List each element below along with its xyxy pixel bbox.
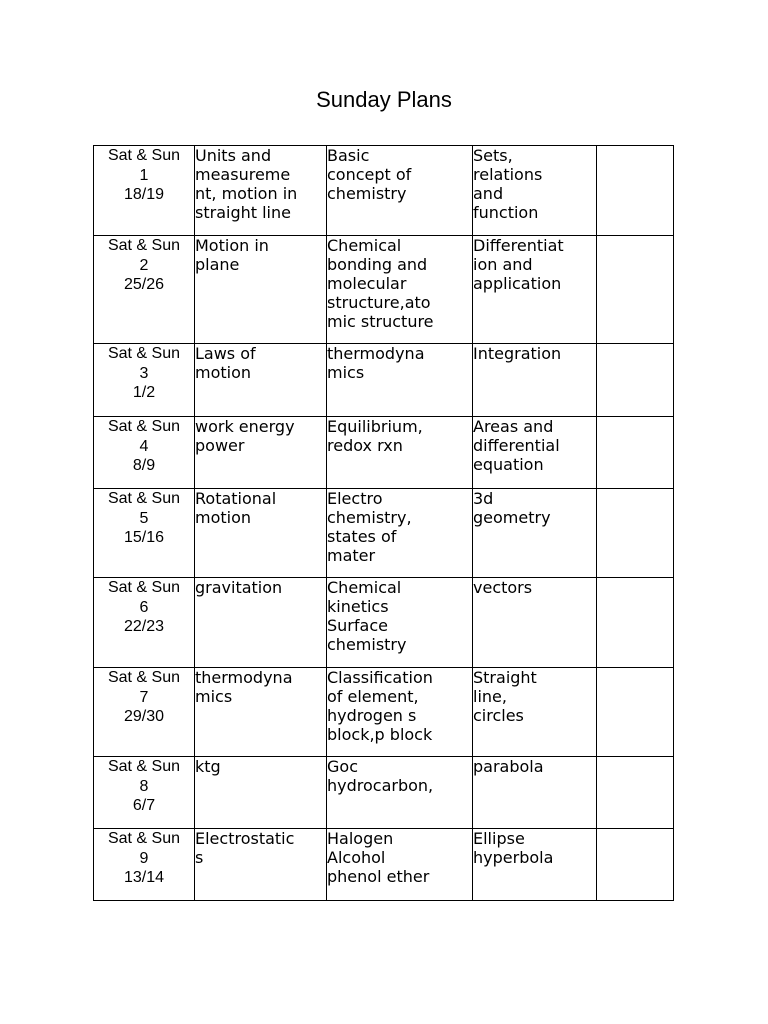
table-row xyxy=(94,668,674,757)
cell-line: vectors xyxy=(473,578,533,597)
cell-line: motion xyxy=(195,363,252,382)
cell-line: Surface xyxy=(327,616,388,635)
cell-line: structure,ato xyxy=(327,293,431,312)
week-dates: 6/7 xyxy=(132,797,156,814)
cell-line: ion and xyxy=(473,255,533,274)
physics-cell xyxy=(195,236,327,344)
empty-cell xyxy=(597,344,674,417)
empty-cell xyxy=(597,417,674,489)
cell-line: function xyxy=(473,203,539,222)
physics-cell xyxy=(195,578,327,668)
empty-cell xyxy=(597,829,674,901)
cell-line: redox rxn xyxy=(327,436,403,455)
cell-line: Electrostatic xyxy=(195,829,295,848)
cell-line: straight line xyxy=(195,203,291,222)
cell-line: Alcohol xyxy=(327,848,386,867)
week-dates: 1/2 xyxy=(132,384,156,401)
cell-line: differential xyxy=(473,436,560,455)
chemistry-cell xyxy=(327,417,473,489)
cell-line: Rotational xyxy=(195,489,277,508)
week-days: Sat & Sun xyxy=(107,579,181,596)
week-days: Sat & Sun xyxy=(107,345,181,362)
table-body xyxy=(94,146,674,901)
chemistry-cell xyxy=(327,489,473,578)
cell-line: phenol ether xyxy=(327,867,430,886)
chemistry-cell xyxy=(327,236,473,344)
table-row xyxy=(94,236,674,344)
cell-line: ktg xyxy=(195,757,221,776)
physics-cell xyxy=(195,489,327,578)
cell-line: power xyxy=(195,436,245,455)
week-cell xyxy=(94,344,195,417)
cell-line: hyperbola xyxy=(473,848,554,867)
cell-line: chemistry xyxy=(327,184,407,203)
week-week: 9 xyxy=(139,849,149,867)
cell-line: Motion in xyxy=(195,236,269,255)
cell-line: Sets, xyxy=(473,146,513,165)
cell-line: Goc xyxy=(327,757,358,776)
week-cell xyxy=(94,829,195,901)
cell-line: molecular xyxy=(327,274,407,293)
chemistry-cell xyxy=(327,344,473,417)
cell-line: Laws of xyxy=(195,344,256,363)
cell-line: thermodyna xyxy=(327,344,425,363)
week-cell xyxy=(94,417,195,489)
week-cell xyxy=(94,668,195,757)
cell-line: geometry xyxy=(473,508,551,527)
week-dates: 15/16 xyxy=(123,529,165,546)
chemistry-cell xyxy=(327,757,473,829)
cell-line: Equilibrium, xyxy=(327,417,423,436)
week-days: Sat & Sun xyxy=(107,490,181,507)
cell-line: Integration xyxy=(473,344,562,363)
empty-cell xyxy=(597,489,674,578)
maths-cell xyxy=(473,236,597,344)
maths-cell xyxy=(473,146,597,236)
maths-cell xyxy=(473,417,597,489)
cell-line: concept of xyxy=(327,165,412,184)
week-cell xyxy=(94,146,195,236)
week-week: 1 xyxy=(139,166,149,184)
cell-line: Units and xyxy=(195,146,272,165)
cell-line: application xyxy=(473,274,562,293)
week-days: Sat & Sun xyxy=(107,758,181,775)
chemistry-cell xyxy=(327,146,473,236)
week-week: 8 xyxy=(139,777,149,795)
week-week: 4 xyxy=(139,437,149,455)
table-row xyxy=(94,344,674,417)
week-days: Sat & Sun xyxy=(107,237,181,254)
week-week: 7 xyxy=(139,688,149,706)
empty-cell xyxy=(597,146,674,236)
table-row xyxy=(94,489,674,578)
cell-line: Electro xyxy=(327,489,383,508)
cell-line: block,p block xyxy=(327,725,433,744)
table-row xyxy=(94,578,674,668)
week-week: 6 xyxy=(139,598,149,616)
table-row xyxy=(94,829,674,901)
cell-line: Basic xyxy=(327,146,370,165)
cell-line: motion xyxy=(195,508,252,527)
cell-line: line, xyxy=(473,687,507,706)
table-row xyxy=(94,417,674,489)
physics-cell xyxy=(195,344,327,417)
week-dates: 25/26 xyxy=(123,276,165,293)
cell-line: Straight xyxy=(473,668,537,687)
empty-cell xyxy=(597,668,674,757)
week-dates: 18/19 xyxy=(123,186,165,203)
chemistry-cell xyxy=(327,668,473,757)
week-cell xyxy=(94,236,195,344)
table-row xyxy=(94,146,674,236)
physics-cell xyxy=(195,417,327,489)
empty-cell xyxy=(597,757,674,829)
maths-cell xyxy=(473,344,597,417)
week-days: Sat & Sun xyxy=(107,418,181,435)
week-dates: 22/23 xyxy=(123,618,165,635)
cell-line: plane xyxy=(195,255,240,274)
physics-cell xyxy=(195,146,327,236)
week-week: 2 xyxy=(139,256,149,274)
cell-line: Ellipse xyxy=(473,829,525,848)
cell-line: work energy xyxy=(195,417,295,436)
cell-line: states of xyxy=(327,527,397,546)
cell-line: bonding and xyxy=(327,255,428,274)
cell-line: mics xyxy=(327,363,365,382)
cell-line: hydrogen s xyxy=(327,706,417,725)
week-dates: 8/9 xyxy=(132,457,156,474)
cell-line: Areas and xyxy=(473,417,554,436)
cell-line: mater xyxy=(327,546,376,565)
cell-line: chemistry, xyxy=(327,508,412,527)
study-plan-table xyxy=(93,145,674,901)
cell-line: 3d xyxy=(473,489,494,508)
page-title: Sunday Plans xyxy=(316,87,452,112)
cell-line: kinetics xyxy=(327,597,389,616)
cell-line: gravitation xyxy=(195,578,283,597)
cell-line: Halogen xyxy=(327,829,394,848)
week-days: Sat & Sun xyxy=(107,669,181,686)
physics-cell xyxy=(195,829,327,901)
cell-line: of element, xyxy=(327,687,419,706)
week-days: Sat & Sun xyxy=(107,147,181,164)
cell-line: mics xyxy=(195,687,233,706)
cell-line: mic structure xyxy=(327,312,434,331)
week-cell xyxy=(94,757,195,829)
table-row xyxy=(94,757,674,829)
week-days: Sat & Sun xyxy=(107,830,181,847)
maths-cell xyxy=(473,489,597,578)
chemistry-cell xyxy=(327,829,473,901)
cell-line: nt, motion in xyxy=(195,184,298,203)
chemistry-cell xyxy=(327,578,473,668)
physics-cell xyxy=(195,668,327,757)
maths-cell xyxy=(473,668,597,757)
week-week: 5 xyxy=(139,509,149,527)
physics-cell xyxy=(195,757,327,829)
cell-line: Chemical xyxy=(327,236,402,255)
cell-line: circles xyxy=(473,706,524,725)
maths-cell xyxy=(473,829,597,901)
cell-line: hydrocarbon, xyxy=(327,776,434,795)
cell-line: measureme xyxy=(195,165,291,184)
empty-cell xyxy=(597,236,674,344)
cell-line: Chemical xyxy=(327,578,402,597)
cell-line: Differentiat xyxy=(473,236,564,255)
week-week: 3 xyxy=(139,364,149,382)
cell-line: equation xyxy=(473,455,544,474)
week-cell xyxy=(94,578,195,668)
week-dates: 13/14 xyxy=(123,869,165,886)
cell-line: s xyxy=(195,848,204,867)
week-dates: 29/30 xyxy=(123,708,165,725)
cell-line: parabola xyxy=(473,757,544,776)
empty-cell xyxy=(597,578,674,668)
cell-line: and xyxy=(473,184,504,203)
cell-line: relations xyxy=(473,165,543,184)
cell-line: chemistry xyxy=(327,635,407,654)
week-cell xyxy=(94,489,195,578)
cell-line: Classification xyxy=(327,668,433,687)
maths-cell xyxy=(473,578,597,668)
maths-cell xyxy=(473,757,597,829)
cell-line: thermodyna xyxy=(195,668,293,687)
